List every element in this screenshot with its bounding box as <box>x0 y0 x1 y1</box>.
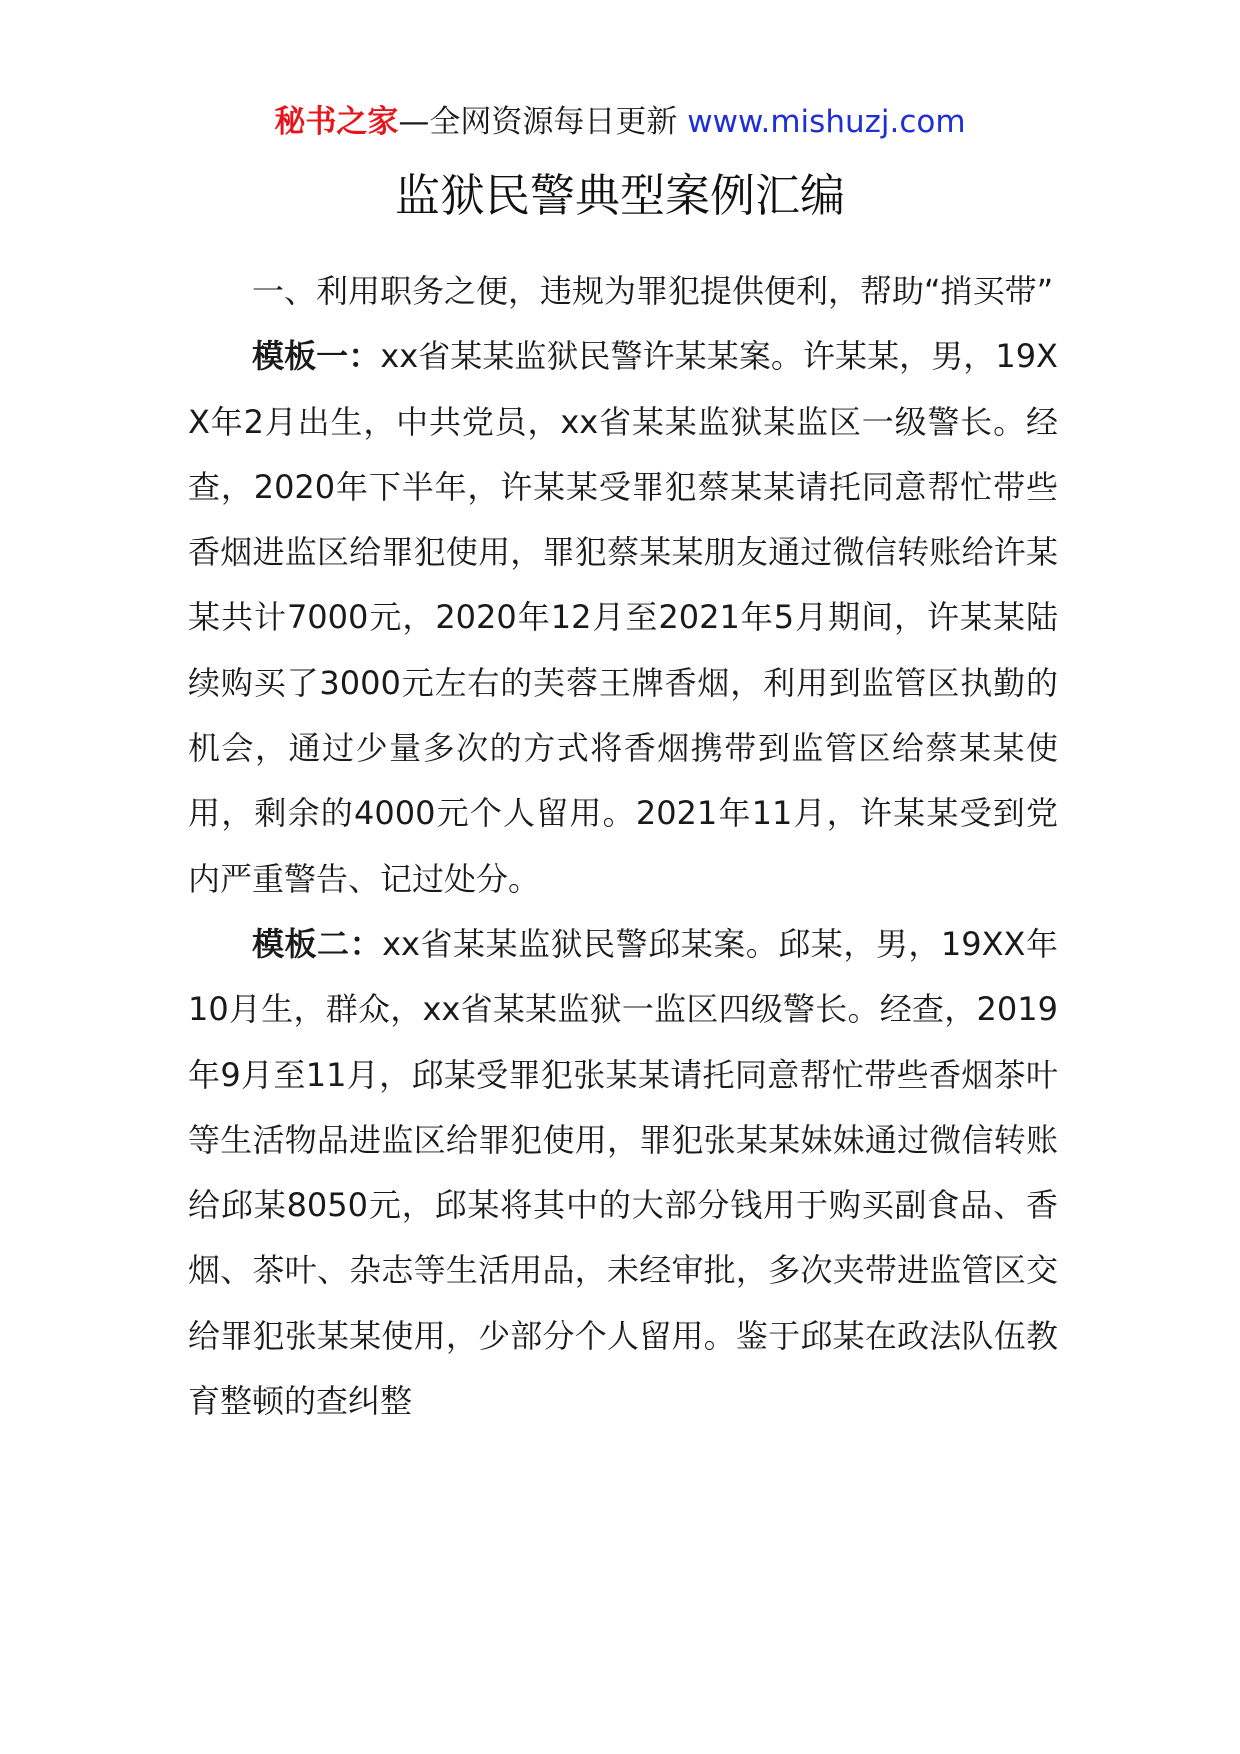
site-header <box>0 100 1240 144</box>
brand-name: 秘书之家 <box>274 104 399 140</box>
case-label: 模板一： <box>252 337 381 376</box>
document-title: 监狱民警典型案例汇编 <box>394 169 845 222</box>
case-text: xx省某某监狱民警许某某案。许某某，男，19XX年2月出生，中共党员，xx省某某监狱某监区一级警长。经查，2020年下半年，许某某受罪犯蔡某某请托同意帮忙带些香烟进监区给罪犯使用，罪犯蔡某某朋友通过微信转账给许某某共计7000元，2020年12月至2021年5月期间，许某某陆续购买了3000元左右的芙蓉王牌香烟，利用到监管区执勤的机会，通过少量多次的方式将香烟携带到监管区给蔡某某使用，剩余的4000元个人留用。2021年11月，许某某受到党内严重警告、记过处分。 <box>188 337 1058 898</box>
document-body <box>188 259 1058 1434</box>
section-heading: 一、利用职务之便，违规为罪犯提供便利，帮助“捎买带” <box>252 272 1054 310</box>
header-slogan: —全网资源每日更新 <box>398 104 678 140</box>
site-url-link[interactable]: www.mishuzj.com <box>687 104 966 140</box>
case-text: xx省某某监狱民警邱某案。邱某，男，19XX年10月生，群众，xx省某某监狱一监区四级警长。经查，2019年9月至11月，邱某受罪犯张某某请托同意帮忙带些香烟茶叶等生活物品进监区给罪犯使用，罪犯张某某妹妹通过微信转账给邱某8050元，邱某将其中的大部分钱用于购买副食品、香烟、茶叶、杂志等生活用品，未经审批，多次夹带进监管区交给罪犯张某某使用，少部分个人留用。鉴于邱某在政法队伍教育整顿的查纠整 <box>188 924 1058 1421</box>
case-label: 模板二： <box>252 924 383 963</box>
case-paragraph-1 <box>188 324 1058 912</box>
case-paragraph-2 <box>188 912 1058 1434</box>
